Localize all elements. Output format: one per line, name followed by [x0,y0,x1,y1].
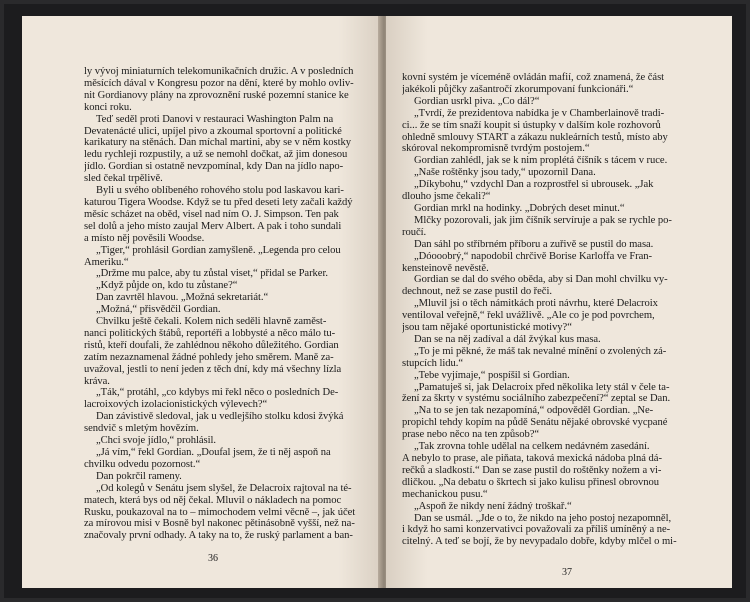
text-line: Dan sáhl po stříbrném příboru a zuřivě se pustil do masa. [414,238,654,250]
text-line: „Ták,“ protáhl, „co kdybys mi řekl něco o posledních De- [96,387,339,399]
text-line: ohledně smlouvy START a zákazu nukleárních testů, místo aby [402,131,668,143]
text-line: skóroval nekompromisně tvrdým postojem.“ [402,143,590,155]
text-line: konci roku. [84,101,132,113]
text-line: sled čekal trpělivě. [84,173,163,185]
text-line: mechanickou pusu.“ [402,488,488,500]
text-line: jsou tam nějaké oportunistické motivy?“ [402,322,572,334]
text-line: Dan závistivě sledoval, jak u vedlejšího stolku kdosi žvýká [96,411,344,423]
text-line: karikatury na stěnách. Dan míchal martini, aby se v něm kostky [84,137,351,149]
text-line: Gordian usrkl piva. „Co dál?“ [414,95,540,107]
text-line: Byli u svého oblíbeného rohového stolu pod laskavou kari- [96,185,344,197]
text-line: „Od kolegů v Senátu jsem slyšel, že Delacroix rajtoval na té- [96,482,352,494]
text-line: Dan pokrčil rameny. [96,470,182,482]
text-line: uvažoval, jestli to není jeden z těch dní, kdy má všechny lízla [84,363,342,375]
page-number-right: 37 [562,567,572,578]
text-line: chvilku odvedu pozornost.“ [84,458,201,470]
text-line: žení za škrty v systému sociálního zabezpečení?“ zeptal se Dan. [402,393,671,405]
text-line: ly vývoj miniaturních telekomunikačních družic. A v posledních [84,66,354,77]
text-line: Gordian mrkl na hodinky. „Dobrých deset minut.“ [414,202,625,214]
text-line: dličkou. „Na debatu o škrtech si jako kulisu přinesl obrovnou [402,476,660,488]
text-line: za mírovou misi v Bosně byl nakonec pětinásobně vyšší, než na- [84,518,355,530]
text-line: nit Gordianovy plány na zprovoznění ruské pozemní stanice ke [84,89,349,101]
text-line: Teď seděl proti Danovi v restauraci Washington Palm na [96,113,334,125]
text-line: stupcích lidu.“ [402,357,464,369]
text-line: dechnout, než se zase pustil do řeči. [402,286,552,298]
text-line: ristů, kteří doufali, že zahlédnou někoho důležitého. Gordian [84,339,339,351]
text-line: Dan zavrtěl hlavou. „Možná sekretariát.“ [96,292,269,304]
page-number-left: 36 [208,553,218,564]
text-line: rečků a sladkostí.“ Dan se zase pustil do roštěnky nožem a vi- [402,464,662,476]
text-line: „Pamatuješ si, jak Delacroix před několika lety stál v čele ta- [414,381,670,393]
text-line: Devatenácté ulici, upíjel pivo a zkoumal sportovní a politické [84,125,342,137]
text-line: roučí. [402,226,427,238]
text-line: „Díkybohu,“ vzdychl Dan a rozprostřel si ubrousek. „Jak [414,179,654,191]
text-line: „Možná,“ přisvědčil Gordian. [96,304,221,316]
text-line: a místo něj pověsili Woodse. [84,232,205,244]
right-page-text [402,72,702,548]
text-line: „Tvrdí, že prezidentova nabídka je v Chamberlainově tradi- [414,107,665,119]
text-line: „Já vím,“ řekl Gordian. „Doufal jsem, že ti něj aspoň na [96,447,331,458]
text-line: Gordian zahlédl, jak se k nim proplétá číšník s tácem v ruce. [414,155,668,167]
text-line: Dan se usmál. „Jde o to, že nikdo na jeho postoj nezapomněl, [414,512,672,524]
text-line: dlouho jsme čekali?“ [402,191,491,203]
text-line: Chvilku ještě čekali. Kolem nich seděli hlavně zaměst- [96,316,327,328]
text-line: i když ho sami konzervativci považovali za příliš umíněný a ne- [402,524,671,536]
text-line: značovaly první odhady. A taky na to, že ruský parlament a ban- [84,530,353,542]
text-line: citelný. A teď se bojí, že by nevypadalo dobře, kdyby mlčel o mi- [402,536,677,548]
text-line: jakékoli půjčky zašantročí zkorumpovaní funkcionáři.“ [402,83,634,95]
text-line: A nebylo to prase, ale piňata, taková mexická nádoba plná dá- [402,453,662,464]
text-line: sel dolů a jeho místo zaujal Merv Albert. A pak i toho sundali [84,220,342,232]
text-line: „Dóooobrý,“ napodobil chrčivě Borise Karloffa ve Fran- [414,250,653,262]
text-line: „To je mi pěkné, že máš tak nevalné mínění o zvolených zá- [414,345,667,357]
text-line: Mlčky pozorovali, jak jim číšník servíruje a pak se rychle po- [414,214,672,226]
text-line: „Držme mu palce, aby tu zůstal viset,“ přidal se Parker. [96,268,328,280]
text-line: měsících dával v Kongresu pozor na dění, které by mohlo ovliv- [84,77,354,89]
text-line: „Tak zrovna tohle udělal na celkem nedávném zasedání. [414,441,650,453]
text-line: Dan se na něj zadíval a dál žvýkal kus masa. [414,333,601,345]
text-line: sendvič s mletým hovězím. [84,423,199,435]
text-line: zatím nezaznamenal žádné pohledy jeho směrem. Maně za- [84,351,334,363]
text-line: ci... že se tím snaží koupit si ústupky v dalším kole rozhovorů [402,119,661,131]
text-line: ventiloval veřejně,“ řekl uvážlivě. „Ale co je pod povrchem, [402,310,655,322]
left-page [22,16,383,588]
text-line: kráva. [84,375,110,387]
text-line: matech, která bys od něj čekal. Mluvil o nákladech na pomoc [84,494,342,506]
text-line: Rusku, poukazoval na to – mimochodem velmi věcně –, jak účet [84,506,356,518]
text-line: Gordian se dal do svého oběda, aby si Dan mohl chvilku vy- [414,274,668,286]
text-line: „Naše roštěnky jsou tady,“ upozornil Dana. [414,167,596,179]
text-line: katurou Tigera Woodse. Když se tu před deseti lety začali každý [84,196,353,208]
text-line: kensteinově nevěstě. [402,262,489,274]
text-line: kovní systém je víceméně ovládán mafií, což znamená, že část [402,72,665,83]
text-line: nanci politických štábů, reportéři a lobbysté a něco málo tu- [84,327,336,339]
text-line: „Mluvil jsi o těch námitkách proti návrhu, které Delacroix [414,298,658,310]
text-line: prase nebo něco na ten způsob?“ [402,429,539,441]
text-line: Ameriku.“ [84,256,129,268]
text-line: ledu rychleji rozpustily, a už se nemohl dočkat, až jim donesou [84,149,348,161]
left-page-text [84,66,368,542]
text-line: měsíc scházet na oběd, visel nad ním O. J. Simpson. Ten pak [84,208,339,220]
text-line: „Tiger,“ prohlásil Gordian zamyšleně. „Legenda pro celou [96,244,341,256]
open-book [4,4,746,598]
text-line: „Tebe vyjímaje,“ pospíšil si Gordian. [414,369,570,381]
text-line: jídlo. Gordian si ostatně nevzpomínal, kdy Dan na jídlo napo- [84,161,344,173]
right-page [386,16,732,588]
text-line: „Když půjde on, kdo tu zůstane?“ [96,280,238,292]
text-line: „Chci svoje jídlo,“ prohlásil. [96,435,217,447]
text-line: lacroixových izolacionistických výlevech?“ [84,399,268,411]
text-line: propichl tehdy kopím na půdě Senátu nějaké obrovské vycpané [402,417,668,429]
text-line: „Na to se jen tak nezapomíná,“ odpověděl Gordian. „Ne- [414,405,654,417]
text-line: „Aspoň že nikdy není žádný troškař.“ [414,500,572,512]
